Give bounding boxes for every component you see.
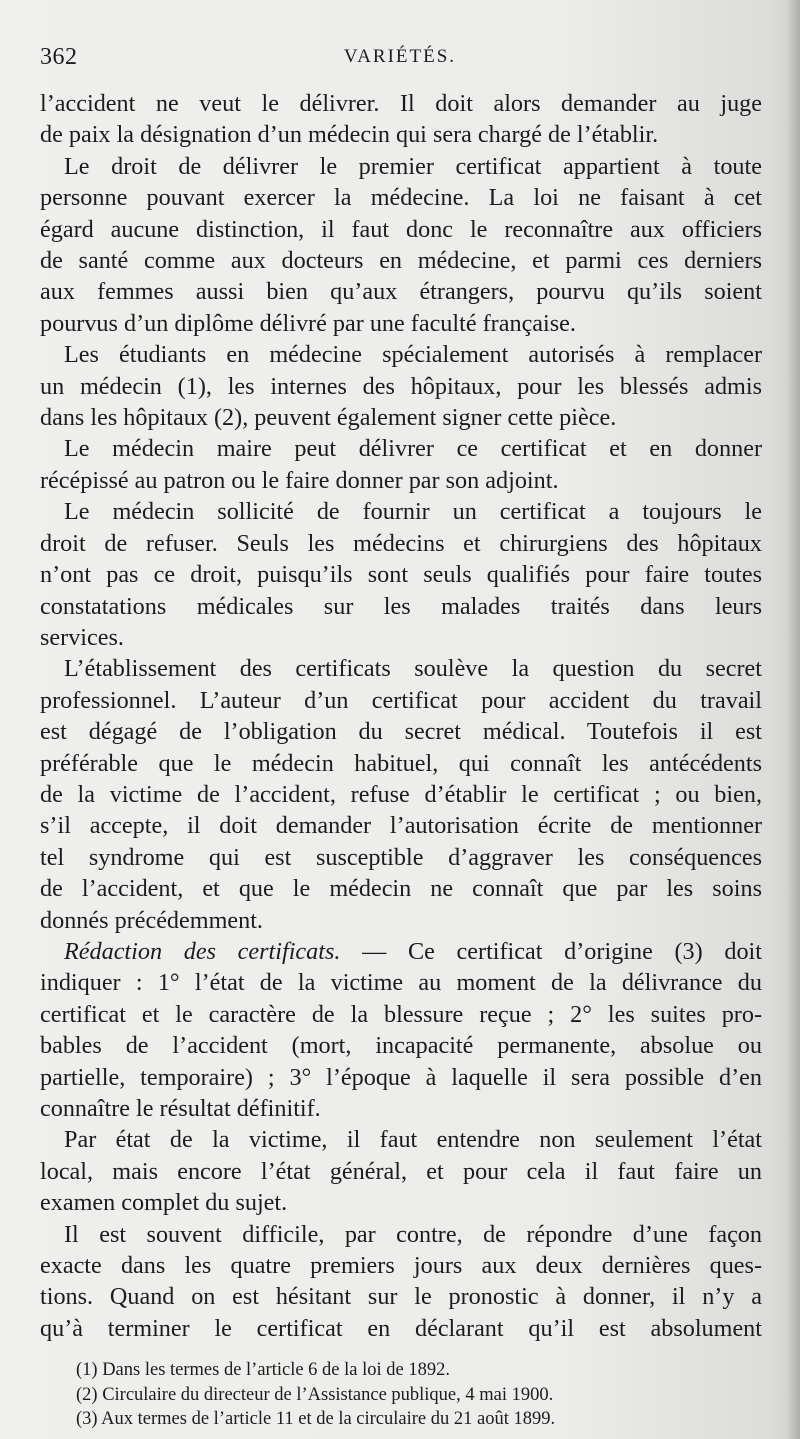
text-line: est dégagé de l’obligation du secret médical. Toutefois il est xyxy=(40,718,762,746)
text-line: certificat et le caractère de la blessure reçue ; 2° les suites pro- xyxy=(40,1000,762,1028)
text-line: de santé comme aux docteurs en médecine, et parmi ces derniers xyxy=(40,247,762,275)
text-line: récépissé au patron ou le faire donner par son adjoint. xyxy=(40,466,559,494)
footnote: (1) Dans les termes de l’article 6 de la loi de 1892. xyxy=(76,1360,450,1381)
text-line: pourvus d’un diplôme délivré par une faculté française. xyxy=(40,309,576,337)
paragraph xyxy=(40,936,762,1124)
section-heading: Rédaction des certificats. xyxy=(64,937,341,965)
text-line: constatations médicales sur les malades traités dans leurs xyxy=(40,592,762,620)
footnotes xyxy=(40,1358,766,1432)
text-line: bables de l’accident (mort, incapacité permanente, absolue ou xyxy=(40,1032,762,1060)
text-line: donnés précédemment. xyxy=(40,906,263,934)
text-line: de paix la désignation d’un médecin qui sera chargé de l’établir. xyxy=(40,121,659,149)
text-line: s’il accepte, il doit demander l’autorisation écrite de mentionner xyxy=(40,812,762,840)
paragraph xyxy=(40,433,762,496)
running-title: VARIÉTÉS. xyxy=(343,46,457,67)
text-line: indiquer : 1° l’état de la victime au moment de la délivrance du xyxy=(40,969,762,997)
text-line: de l’accident, et que le médecin ne connaît que par les soins xyxy=(40,875,762,903)
text-line: services. xyxy=(40,623,124,651)
text-line: professionnel. L’auteur d’un certificat pour accident du travail xyxy=(40,686,762,714)
text-line: exacte dans les quatre premiers jours aux deux dernières ques- xyxy=(40,1252,762,1280)
text-line: personne pouvant exercer la médecine. La loi ne faisant à cet xyxy=(40,184,762,212)
text-line: n’ont pas ce droit, puisqu’ils sont seuls qualifiés pour faire toutes xyxy=(40,561,762,589)
text-line: dans les hôpitaux (2), peuvent également signer cette pièce. xyxy=(40,404,617,432)
paragraph xyxy=(40,496,762,653)
footnote: (2) Circulaire du directeur de l’Assistance publique, 4 mai 1900. xyxy=(76,1384,554,1405)
paragraph xyxy=(40,339,762,433)
text-line: Le médecin maire peut délivrer ce certificat et en donner xyxy=(64,435,762,463)
text-line: partielle, temporaire) ; 3° l’époque à laquelle il sera possible d’en xyxy=(40,1063,762,1091)
heading-continuation: — Ce certificat d’origine (3) doit xyxy=(362,937,762,965)
text-line: Par état de la victime, il faut entendre non seulement l’état xyxy=(64,1126,762,1154)
footnote: (3) Aux termes de l’article 11 et de la circulaire du 21 août 1899. xyxy=(76,1409,556,1430)
text-line: Le médecin sollicité de fournir un certificat a toujours le xyxy=(64,498,762,526)
text-line: de la victime de l’accident, refuse d’établir le certificat ; ou bien, xyxy=(40,780,762,808)
page-edge-shadow xyxy=(786,0,800,1439)
text-line: local, mais encore l’état général, et pour cela il faut faire un xyxy=(40,1157,762,1185)
paragraph xyxy=(40,1219,762,1345)
text-line: Il est souvent difficile, par contre, de répondre d’une façon xyxy=(64,1220,762,1248)
paragraph xyxy=(40,88,762,151)
text-line: aux femmes aussi bien qu’aux étrangers, pourvu qu’ils soient xyxy=(40,278,762,306)
paragraph xyxy=(40,1124,762,1218)
text-line xyxy=(40,936,762,967)
text-line: examen complet du sujet. xyxy=(40,1189,288,1217)
text-line: Le droit de délivrer le premier certificat appartient à toute xyxy=(64,152,762,180)
paragraph xyxy=(40,151,762,339)
text-line: un médecin (1), les internes des hôpitaux, pour les blessés admis xyxy=(40,372,762,400)
running-head xyxy=(40,38,760,86)
body-text xyxy=(40,88,762,1344)
text-line: qu’à terminer le certificat en déclarant qu’il est absolument xyxy=(40,1314,762,1342)
text-line: Les étudiants en médecine spécialement autorisés à remplacer xyxy=(64,341,762,369)
text-line: préférable que le médecin habituel, qui connaît les antécédents xyxy=(40,749,762,777)
text-line: égard aucune distinction, il faut donc le reconnaître aux officiers xyxy=(40,215,762,243)
page-number: 362 xyxy=(40,44,78,70)
text-line: L’établissement des certificats soulève la question du secret xyxy=(64,655,762,683)
paragraph xyxy=(40,653,762,936)
text-line: tel syndrome qui est susceptible d’aggraver les conséquences xyxy=(40,843,762,871)
text-line: l’accident ne veut le délivrer. Il doit alors demander au juge xyxy=(40,90,762,117)
text-line: connaître le résultat définitif. xyxy=(40,1095,321,1122)
text-line: tions. Quand on est hésitant sur le pronostic à donner, il n’y a xyxy=(40,1283,762,1311)
text-line: droit de refuser. Seuls les médecins et chirurgiens des hôpitaux xyxy=(40,529,762,557)
